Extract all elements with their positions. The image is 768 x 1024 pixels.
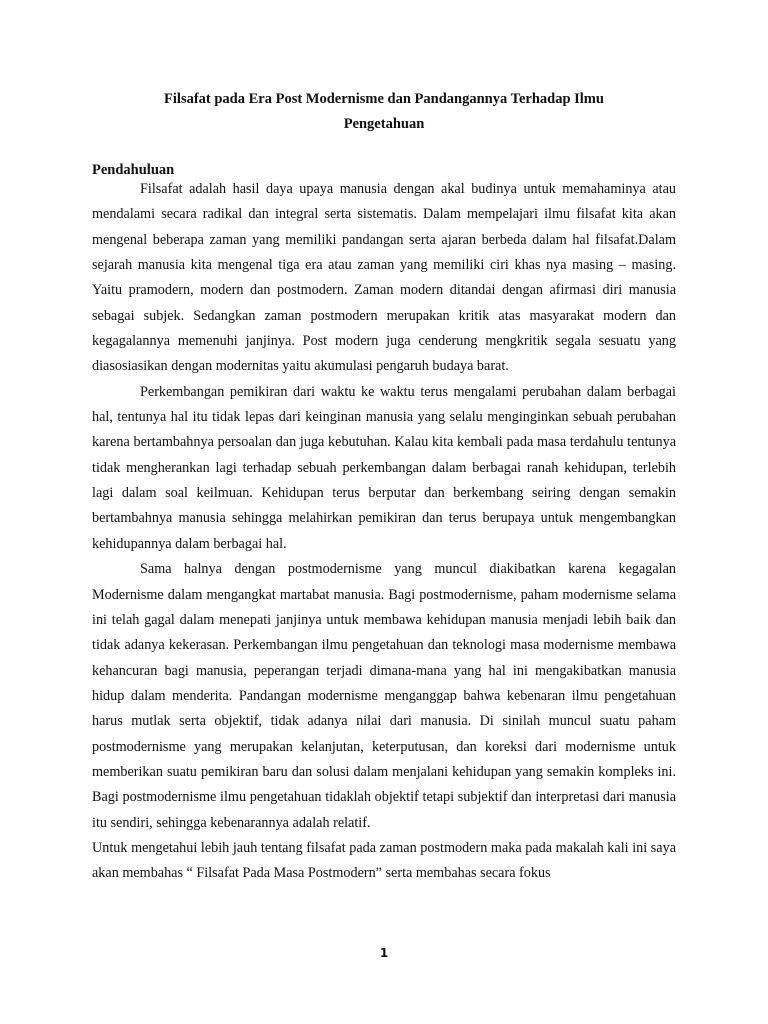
paragraph: Perkembangan pemikiran dari waktu ke waktu terus mengalami perubahan dalam berbagai hal, tentunya hal itu tidak lepas dari keinginan manusia yang selalu menginginkan sebuah perubahan karena bertambahnya persoalan dan juga kebutuhan. Kalau kita kembali pada masa terdahulu tentunya tidak mengherankan lagi terhadap sebuah perkembangan dalam berbagai ranah kehidupan, terlebih lagi dalam soal keilmuan. Kehidupan terus berputar dan berkembang seiring dengan semakin bertambahnya manusia sehingga melahirkan pemikiran dan terus berupaya untuk mengembangkan kehidupannya dalam berbagai hal.: [92, 383, 676, 552]
title-line-2: Pengetahuan: [343, 116, 425, 132]
document-title: [92, 87, 676, 137]
title-line-1: Filsafat pada Era Post Modernisme dan Pandangannya Terhadap Ilmu: [164, 91, 604, 107]
paragraph: Untuk mengetahui lebih jauh tentang filsafat pada zaman postmodern maka pada makalah kali ini saya akan membahas “ Filsafat Pada Masa Postmodern” serta membahas secara fokus: [92, 839, 676, 882]
section-heading: Pendahuluan: [92, 162, 175, 178]
paragraph: Sama halnya dengan postmodernisme yang muncul diakibatkan karena kegagalan Modernisme dalam mengangkat martabat manusia. Bagi postmodernisme, paham modernisme selama ini telah gagal dalam menepati janjinya untuk membawa kehidupan manusia menjadi lebih baik dan tidak adanya kekerasan. Perkembangan ilmu pengetahuan dan teknologi masa modernisme membawa kehancuran bagi manusia, peperangan terjadi dimana-mana yang hal ini mengakibatkan manusia hidup dalam menderita. Pandangan modernisme menganggap bahwa kebenaran ilmu pengetahuan harus mutlak serta objektif, tidak adanya nilai dari manusia. Di sinilah muncul suatu paham postmodernisme yang merupakan kelanjutan, keterputusan, dan koreksi dari modernisme untuk memberikan suatu pemikiran baru dan solusi dalam menjalani kehidupan yang semakin kompleks ini. Bagi postmodernisme ilmu pengetahuan tidaklah objektif tetapi subjektif dan interpretasi dari manusia itu sendiri, sehingga kebenarannya adalah relatif.: [92, 561, 676, 831]
page-number: 1: [379, 946, 389, 960]
paragraph: Filsafat adalah hasil daya upaya manusia dengan akal budinya untuk memahaminya atau mendalami secara radikal dan integral serta sistematis. Dalam mempelajari ilmu filsafat kita akan mengenal beberapa zaman yang memiliki pandangan serta ajaran berbeda dalam hal filsafat.Dalam sejarah manusia kita mengenal tiga era atau zaman yang memiliki ciri khas nya masing – masing. Yaitu pramodern, modern dan postmodern. Zaman modern ditandai dengan afirmasi diri manusia sebagai subjek. Sedangkan zaman postmodern merupakan kritik atas masyarakat modern dan kegagalannya memenuhi janjinya. Post modern juga cenderung mengkritik segala sesuatu yang diasosiasikan dengan modernitas yaitu akumulasi pengaruh budaya barat.: [92, 181, 676, 375]
document-body: [92, 177, 676, 887]
